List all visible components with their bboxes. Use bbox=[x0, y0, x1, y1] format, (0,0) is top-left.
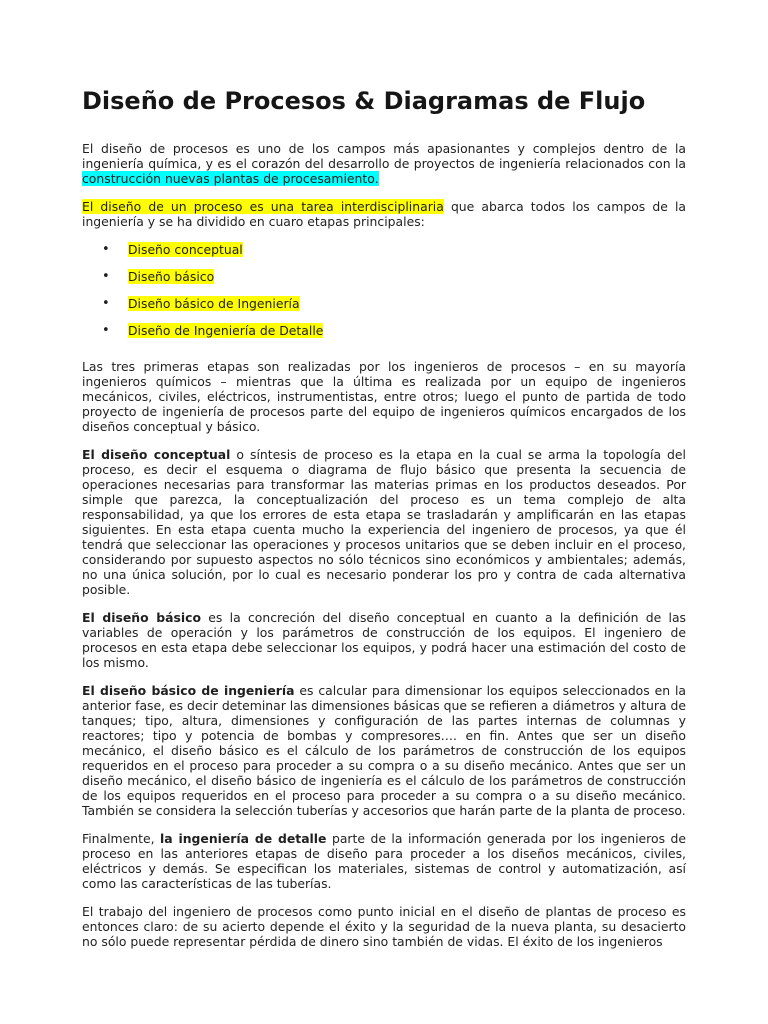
highlighted-phrase-cyan: construcción nuevas plantas de procesamiento. bbox=[82, 171, 379, 186]
basic-engineering-paragraph bbox=[82, 683, 686, 818]
basic-design-paragraph bbox=[82, 610, 686, 670]
basic-design-term: El diseño básico bbox=[82, 610, 201, 625]
list-item bbox=[82, 323, 686, 338]
detail-engineering-text: parte de la información generada por los ingenieros de proceso en las anteriores etapas de diseño para proceder a los diseños mecánicos, civiles, eléctricos y demás. Se especifican los materiales, sistemas de control y automatización, así como las características de las tuberías. bbox=[82, 831, 687, 891]
conceptual-design-paragraph bbox=[82, 447, 686, 597]
highlighted-phrase-yellow: El diseño de un proceso es una tarea interdisciplinaria bbox=[82, 199, 444, 214]
intro-text: El diseño de procesos es uno de los campos más apasionantes y complejos dentro de la ingeniería química, y es el corazón del desarrollo de proyectos de ingeniería relacionados con la bbox=[82, 141, 686, 171]
list-item bbox=[82, 296, 686, 311]
detail-engineering-lead: Finalmente, bbox=[82, 831, 161, 846]
closing-paragraph: El trabajo del ingeniero de procesos como punto inicial en el diseño de plantas de proceso es entonces claro: de su acierto depende el éxito y la seguridad de la nueva planta, su desacierto no sólo puede representar pérdida de dinero sino también de vidas. El éxito de los ingenieros bbox=[82, 904, 686, 949]
stages-roles-paragraph: Las tres primeras etapas son realizadas por los ingenieros de procesos – en su mayoría ingenieros químicos – mientras que la última es realizada por un equipo de ingenieros mecánicos, civiles, eléctricos, instrumentistas, entre otros; luego el punto de partida de todo proyecto de ingeniería de procesos parte del equipo de ingenieros químicos encargados de los diseños conceptual y básico. bbox=[82, 359, 686, 434]
basic-design-text: es la concreción del diseño conceptual en cuanto a la definición de las variables de operación y los parámetros de construcción de los equipos. El ingeniero de procesos en esta etapa debe seleccionar los equipos, y podrá hacer una estimación del costo de los mismo. bbox=[82, 610, 686, 670]
stage-label: Diseño básico de Ingeniería bbox=[128, 296, 300, 311]
document-body bbox=[82, 82, 686, 962]
basic-engineering-term: El diseño básico de ingeniería bbox=[82, 683, 295, 698]
detail-engineering-term: la ingeniería de detalle bbox=[160, 831, 327, 846]
list-item bbox=[82, 269, 686, 284]
stages-list bbox=[82, 242, 686, 338]
list-item bbox=[82, 242, 686, 257]
detail-engineering-paragraph bbox=[82, 831, 686, 891]
conceptual-design-text: o síntesis de proceso es la etapa en la cual se arma la topología del proceso, es decir el esquema o diagrama de flujo básico que presenta la secuencia de operaciones necesarias para transformar las materias primas en los productos deseados. Por simple que parezca, la conceptualización del proceso es un tema complejo de alta responsabilidad, ya que los errores de esta etapa se trasladarán y amplificarán en las etapas siguientes. En esta etapa cuenta mucho la experiencia del ingeniero de procesos, ya que él tendrá que seleccionar las operaciones y procesos unitarios que se deben incluir en el proceso, considerando por supuesto aspectos no sólo técnicos sino económicos y ambientales; además, no una única solución, por lo cual es necesario ponderar los pro y contra de cada alternativa posible. bbox=[82, 447, 686, 597]
basic-engineering-text: es calcular para dimensionar los equipos seleccionados en la anterior fase, es decir deteminar las dimensiones básicas que se refieren a diámetros y altura de tanques; tipo, altura, dimensiones y configuración de las partes internas de columnas y reactores; tipo y potencia de bombas y compresores…. en fin. Antes que ser un diseño mecánico, el diseño básico es el cálculo de los parámetros de construcción de los equipos requeridos en el proceso para proceder a su compra o a su diseño mecánico. Antes que ser un diseño mecánico, el diseño básico de ingeniería es el cálculo de los parámetros de construcción de los equipos requeridos en el proceso para proceder a su compra o a su diseño mecánico. También se considera la selección tuberías y accesorios que harán parte de la planta de proceso. bbox=[82, 683, 686, 818]
stage-label: Diseño básico bbox=[128, 269, 215, 284]
stages-intro-text: que abarca todos los campos de la ingeniería y se ha dividido en cuaro etapas principales: bbox=[82, 199, 686, 229]
stage-label: Diseño conceptual bbox=[128, 242, 243, 257]
page-title: Diseño de Procesos & Diagramas de Flujo bbox=[82, 87, 646, 115]
stages-intro-paragraph bbox=[82, 199, 686, 229]
intro-paragraph bbox=[82, 141, 686, 186]
stage-label: Diseño de Ingeniería de Detalle bbox=[128, 323, 324, 338]
conceptual-design-term: El diseño conceptual bbox=[82, 447, 231, 462]
